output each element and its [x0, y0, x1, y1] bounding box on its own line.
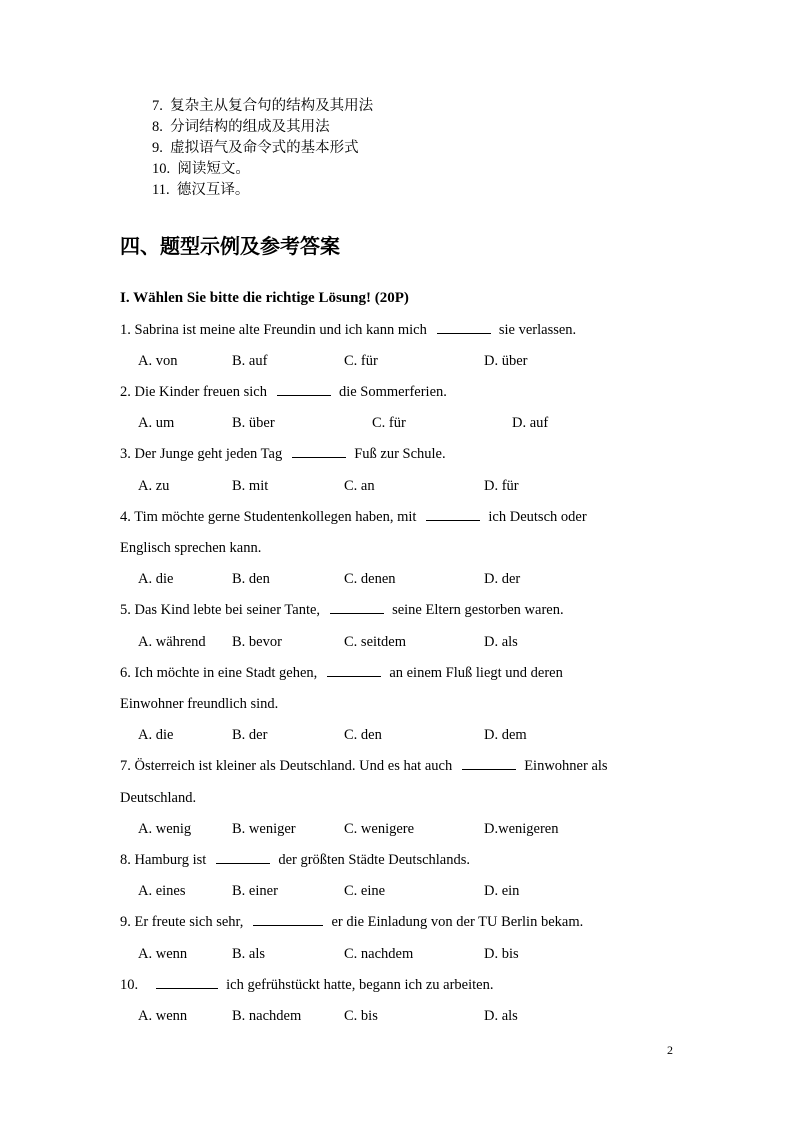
answer-blank [462, 768, 516, 770]
option: C. wenigere [344, 821, 415, 837]
question-text: die Sommerferien. [338, 384, 447, 400]
option: D. dem [484, 727, 527, 743]
option: B. weniger [232, 821, 296, 837]
question-text: 2. Die Kinder freuen sich [120, 384, 267, 400]
option: A. die [138, 571, 174, 587]
option: A. wenn [138, 946, 188, 962]
answer-blank [277, 394, 331, 396]
question [120, 758, 608, 775]
question-text: 3. Der Junge geht jeden Tag [120, 446, 283, 462]
option: A. die [138, 727, 174, 743]
option: A. wenn [138, 1008, 188, 1024]
option: B. der [232, 727, 268, 743]
option: D.wenigeren [484, 821, 559, 837]
option: C. für [372, 415, 406, 431]
question-continuation: Deutschland. [120, 790, 197, 806]
option: B. den [232, 571, 270, 587]
answer-blank [156, 987, 218, 989]
question-continuation: Englisch sprechen kann. [120, 540, 262, 556]
topic-number: 10. [152, 161, 171, 177]
option: C. den [344, 727, 382, 743]
answer-blank [216, 862, 270, 864]
option: A. eines [138, 883, 186, 899]
topic-item [152, 138, 359, 158]
option: C. für [344, 353, 378, 369]
topic-item [152, 180, 249, 200]
answer-blank [426, 519, 480, 521]
question-continuation: Einwohner freundlich sind. [120, 696, 279, 712]
question [120, 665, 563, 682]
topic-item [152, 117, 330, 137]
option: A. während [138, 634, 206, 650]
question-text: 6. Ich möchte in eine Stadt gehen, [120, 665, 318, 681]
option: C. nachdem [344, 946, 414, 962]
option: B. nachdem [232, 1008, 302, 1024]
option: C. an [344, 478, 375, 494]
question-text: Fuß zur Schule. [354, 446, 446, 462]
option: A. um [138, 415, 175, 431]
question-text: 9. Er freute sich sehr, [120, 914, 244, 930]
question [120, 852, 470, 869]
question [120, 509, 587, 526]
option: B. auf [232, 353, 268, 369]
option: A. von [138, 353, 178, 369]
option: D. auf [512, 415, 549, 431]
option: D. bis [484, 946, 519, 962]
question-text: ich Deutsch oder [488, 509, 587, 525]
option: C. denen [344, 571, 396, 587]
question-text: an einem Fluß liegt und deren [389, 665, 563, 681]
topic-number: 7. [152, 98, 163, 114]
question-text: 8. Hamburg ist [120, 852, 207, 868]
option: C. bis [344, 1008, 378, 1024]
question [120, 977, 493, 994]
question-text: ich gefrühstückt hatte, begann ich zu arbeiten. [226, 977, 494, 993]
question-text: der größten Städte Deutschlands. [278, 852, 470, 868]
option: D. ein [484, 883, 520, 899]
option: D. über [484, 353, 528, 369]
question-text: 1. Sabrina ist meine alte Freundin und ich kann mich [120, 322, 427, 338]
option: C. seitdem [344, 634, 407, 650]
topic-number: 11. [152, 182, 170, 198]
option: D. als [484, 1008, 518, 1024]
answer-blank [253, 924, 323, 926]
topic-text: 复杂主从复合句的结构及其用法 [170, 98, 374, 114]
topic-item [152, 96, 373, 116]
topic-text: 虚拟语气及命令式的基本形式 [170, 140, 359, 156]
part-title: I. Wählen Sie bitte die richtige Lösung! (20P) [120, 290, 409, 306]
topic-number: 8. [152, 119, 163, 135]
question-text: seine Eltern gestorben waren. [392, 602, 564, 618]
option: D. für [484, 478, 519, 494]
answer-blank [327, 675, 381, 677]
question-text: 7. Österreich ist kleiner als Deutschland. Und es hat auch [120, 758, 453, 774]
option: B. bevor [232, 634, 282, 650]
section-heading: 四、题型示例及参考答案 [120, 236, 340, 258]
question [120, 446, 446, 463]
topic-text: 分词结构的组成及其用法 [170, 119, 330, 135]
option: B. über [232, 415, 275, 431]
topic-text: 阅读短文。 [177, 161, 250, 177]
question [120, 914, 583, 931]
question-text: Einwohner als [524, 758, 608, 774]
option: A. zu [138, 478, 170, 494]
option: D. als [484, 634, 518, 650]
option: B. mit [232, 478, 269, 494]
option: A. wenig [138, 821, 192, 837]
question [120, 602, 564, 619]
question [120, 322, 576, 339]
answer-blank [437, 332, 491, 334]
page-number: 2 [667, 1043, 673, 1057]
question-text: 10. [120, 977, 139, 993]
question-text: sie verlassen. [498, 322, 577, 338]
option: B. als [232, 946, 266, 962]
topic-number: 9. [152, 140, 163, 156]
answer-blank [292, 456, 346, 458]
question-text: 5. Das Kind lebte bei seiner Tante, [120, 602, 321, 618]
topic-text: 德汉互译。 [176, 182, 250, 198]
option: B. einer [232, 883, 278, 899]
question-text: er die Einladung von der TU Berlin bekam. [331, 914, 584, 930]
question-text: 4. Tim möchte gerne Studentenkollegen haben, mit [120, 509, 417, 525]
option: C. eine [344, 883, 386, 899]
question [120, 384, 447, 401]
topic-item [152, 159, 250, 179]
answer-blank [330, 612, 384, 614]
option: D. der [484, 571, 521, 587]
